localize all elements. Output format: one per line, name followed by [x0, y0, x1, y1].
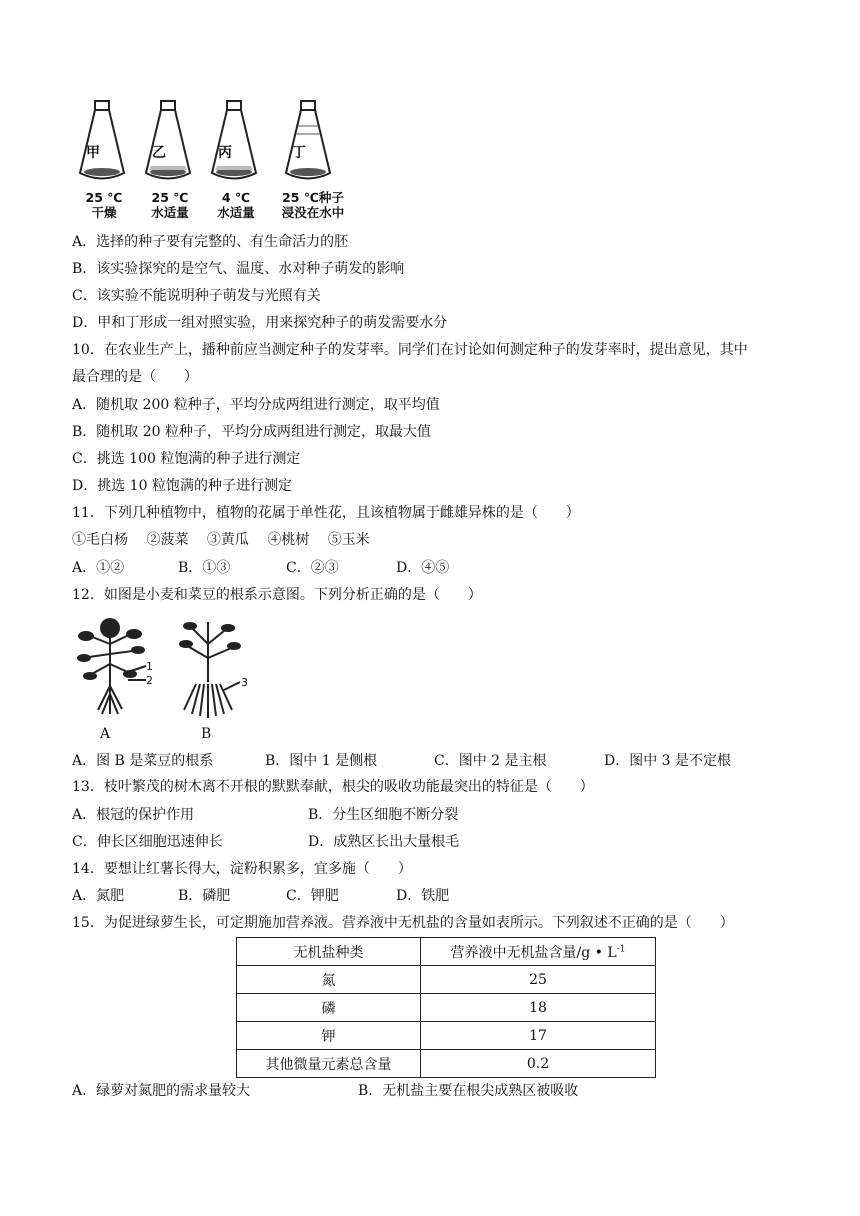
- flask-name-2: 乙: [152, 145, 166, 161]
- marker-1: 1: [146, 660, 153, 673]
- q12-option-c: C．图中 2 是主根: [434, 753, 547, 769]
- flasks-drawing: [74, 98, 374, 186]
- q12-option-d: D．图中 3 是不定根: [604, 753, 732, 769]
- table-header-cell: 营养液中无机盐含量/g • $L^{-1}$: [421, 938, 656, 966]
- q10-option-b: B．随机取 20 粒种子，平均分成两组进行测定，取最大值: [72, 424, 432, 440]
- marker-3: 3: [241, 676, 248, 689]
- q9-option-d: D．甲和丁形成一组对照实验，用来探究种子的萌发需要水分: [72, 315, 448, 331]
- q9-option-a: A．选择的种子要有完整的、有生命活力的胚: [72, 234, 349, 250]
- figure-label-b: B: [201, 726, 212, 742]
- flask-name-1: 甲: [86, 145, 100, 161]
- flask-name-4: 丁: [292, 145, 306, 161]
- table-cell: 磷: [237, 994, 421, 1022]
- table-header-row: [237, 938, 656, 966]
- table-cell: 钾: [237, 1022, 421, 1050]
- flask-condition-3: 4 ℃ 水适量: [217, 190, 255, 220]
- nutrient-table: [236, 937, 656, 1078]
- q15-option-b: B．无机盐主要在根尖成熟区被吸收: [358, 1083, 579, 1099]
- table-cell: 25: [421, 966, 656, 994]
- q12-option-b: B．图中 1 是侧根: [265, 753, 378, 769]
- q10-stem-line1: 10．在农业生产上，播种前应当测定种子的发芽率。同学们在讨论如何测定种子的发芽率时，提出意见，其中: [72, 342, 748, 358]
- q13-stem: 13．枝叶繁茂的树木离不开根的默默奉献，根尖的吸收功能最突出的特征是（ ）: [72, 779, 594, 795]
- q14-option-a: A．氮肥: [72, 888, 125, 904]
- q11-option-c: C．②③: [286, 560, 339, 576]
- table-header-cell: 无机盐种类: [237, 938, 421, 966]
- table-cell: 氮: [237, 966, 421, 994]
- q12-stem: 12．如图是小麦和菜豆的根系示意图。下列分析正确的是（ ）: [72, 587, 482, 603]
- q11-option-a: A．①②: [72, 560, 125, 576]
- q13-option-c: C．伸长区细胞迅速伸长: [72, 834, 223, 850]
- table-row: [237, 966, 656, 994]
- table-cell: 17: [421, 1022, 656, 1050]
- q10-option-a: A．随机取 200 粒种子，平均分成两组进行测定，取平均值: [72, 397, 440, 413]
- q15-option-a: A．绿萝对氮肥的需求量较大: [72, 1083, 251, 1099]
- q11-option-b: B．①③: [178, 560, 231, 576]
- q14-option-d: D．铁肥: [396, 888, 450, 904]
- table-cell: 0.2: [421, 1050, 656, 1078]
- q11-option-d: D．④⑤: [396, 560, 450, 576]
- q13-option-a: A．根冠的保护作用: [72, 807, 195, 823]
- figure-label-a: A: [100, 726, 111, 742]
- table-row: [237, 994, 656, 1022]
- q13-option-d: D．成熟区长出大量根毛: [308, 834, 460, 850]
- flask-condition-2: 25 ℃ 水适量: [151, 190, 189, 220]
- table-row: [237, 1050, 656, 1078]
- flask-condition-1: 25 ℃ 干燥: [85, 190, 123, 220]
- q11-items: ①毛白杨 ②菠菜 ③黄瓜 ④桃树 ⑤玉米: [72, 532, 370, 548]
- q15-stem: 15．为促进绿萝生长，可定期施加营养液。营养液中无机盐的含量如表所示。下列叙述不正确的是（ ）: [72, 915, 734, 931]
- table-cell: 18: [421, 994, 656, 1022]
- root-system-figure: [70, 614, 250, 724]
- q13-option-b: B．分生区细胞不断分裂: [308, 807, 459, 823]
- q11-stem: 11．下列几种植物中，植物的花属于单性花，且该植物属于雌雄异株的是（ ）: [72, 505, 580, 521]
- q14-option-c: C．钾肥: [286, 888, 339, 904]
- q10-option-c: C．挑选 100 粒饱满的种子进行测定: [72, 451, 301, 467]
- q14-stem: 14．要想让红薯长得大，淀粉积累多，宜多施（ ）: [72, 861, 412, 877]
- q12-option-a: A．图 B 是菜豆的根系: [72, 753, 214, 769]
- table-cell: 其他微量元素总含量: [237, 1050, 421, 1078]
- q9-option-c: C．该实验不能说明种子萌发与光照有关: [72, 288, 321, 304]
- flask-name-3: 丙: [218, 145, 232, 161]
- flask-condition-4: 25 ℃种子 浸没在水中: [281, 190, 345, 220]
- q14-option-b: B．磷肥: [178, 888, 231, 904]
- marker-2: 2: [146, 674, 153, 687]
- q9-option-b: B．该实验探究的是空气、温度、水对种子萌发的影响: [72, 261, 405, 277]
- table-row: [237, 1022, 656, 1050]
- q10-option-d: D．挑选 10 粒饱满的种子进行测定: [72, 478, 292, 494]
- q10-stem-line2: 最合理的是（ ）: [72, 369, 198, 385]
